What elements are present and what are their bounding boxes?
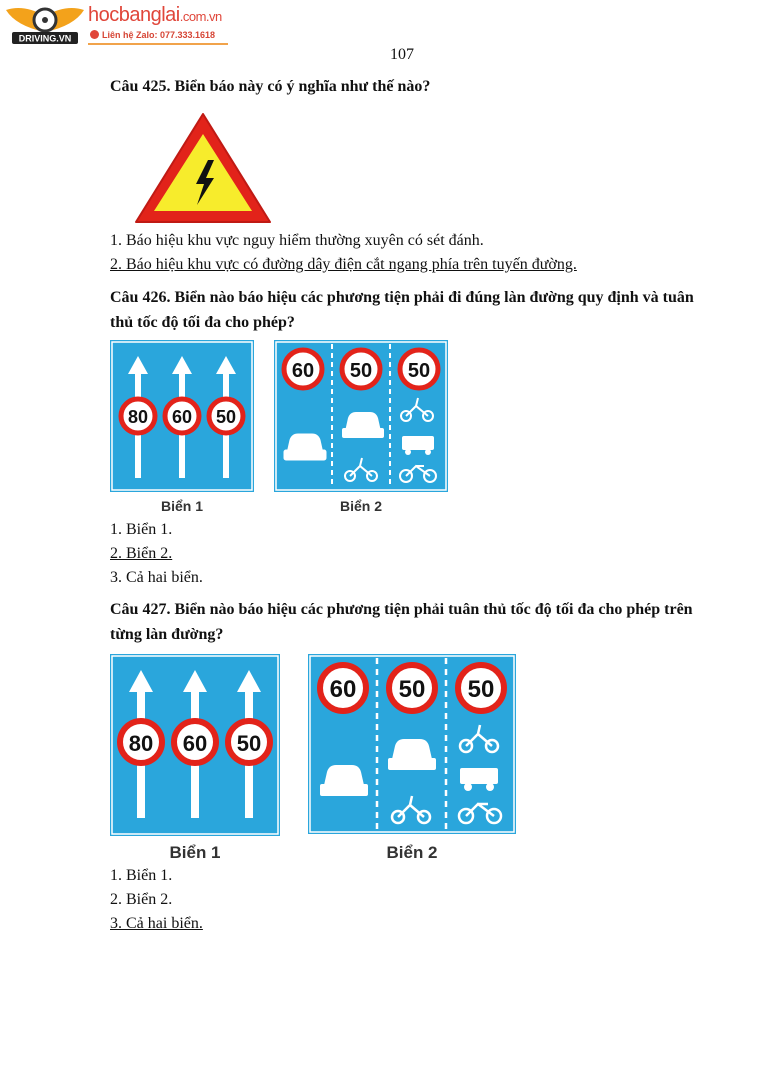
q427-answer-2[interactable]: 2. Biển 2. [110, 891, 173, 908]
q427-sign2-speed-1: 60 [329, 676, 357, 703]
sign1-speed-1: 80 [127, 407, 149, 427]
q427-signs [110, 652, 520, 864]
q427-sign-2-label: Biển 2 [386, 843, 438, 862]
q426-answer-3[interactable]: 3. Cả hai biển. [110, 569, 203, 586]
sign2-speed-2: 50 [349, 360, 373, 382]
q427-sign-1 [110, 654, 280, 836]
q425-answer-2[interactable]: 2. Báo hiệu khu vực có đường dây điện cắt ngang phía trên tuyến đường. [110, 256, 577, 273]
page-number: 107 [390, 46, 414, 63]
sign2-speed-3: 50 [407, 360, 431, 382]
q426-sign-2-label: Biển 2 [339, 498, 383, 514]
q426-sign-2 [274, 340, 448, 492]
brand-name: hocbanglai.com.vn [88, 4, 222, 26]
phone-icon [90, 30, 99, 39]
electric-warning-sign [132, 110, 274, 226]
q427-sign2-speed-3: 50 [467, 676, 495, 703]
q427-answer-3[interactable]: 3. Cả hai biển. [110, 915, 203, 932]
q427-sign1-speed-3: 50 [236, 731, 262, 756]
q427-sign1-speed-2: 60 [182, 731, 208, 756]
question-427-title: Câu 427. Biển nào báo hiệu các phương tiện phải tuân thủ tốc độ tối đa cho phép trên từng làn đường? [110, 601, 693, 643]
q426-sign-1-label: Biển 1 [160, 498, 204, 514]
sign1-speed-3: 50 [215, 407, 237, 427]
sign1-speed-2: 60 [171, 407, 193, 427]
question-426-title: Câu 426. Biển nào báo hiệu các phương tiện phải đi đúng làn đường quy định và tuân thủ tốc độ tối đa cho phép? [110, 289, 694, 331]
driving-logo-icon [4, 2, 86, 46]
q427-sign2-speed-2: 50 [398, 676, 426, 703]
q426-answer-1[interactable]: 1. Biển 1. [110, 521, 173, 538]
logo-text: DRIVING.VN [18, 33, 72, 44]
q426-answer-2[interactable]: 2. Biển 2. [110, 545, 173, 562]
q425-answer-1[interactable]: 1. Báo hiệu khu vực nguy hiểm thường xuyên có sét đánh. [110, 232, 484, 249]
sign2-speed-1: 60 [291, 360, 315, 382]
q426-signs [110, 340, 456, 516]
q427-sign-1-label: Biển 1 [169, 843, 221, 862]
contact-line: Liên hệ Zalo: 077.333.1618 [90, 30, 215, 40]
q427-sign-2 [308, 654, 516, 834]
q427-sign1-speed-1: 80 [128, 731, 154, 756]
header-logo [4, 2, 244, 46]
q426-sign-1 [110, 340, 254, 492]
brand-underline [88, 43, 228, 45]
q427-answer-1[interactable]: 1. Biển 1. [110, 867, 173, 884]
question-425-title: Câu 425. Biển báo này có ý nghĩa như thế nào? [110, 78, 431, 95]
